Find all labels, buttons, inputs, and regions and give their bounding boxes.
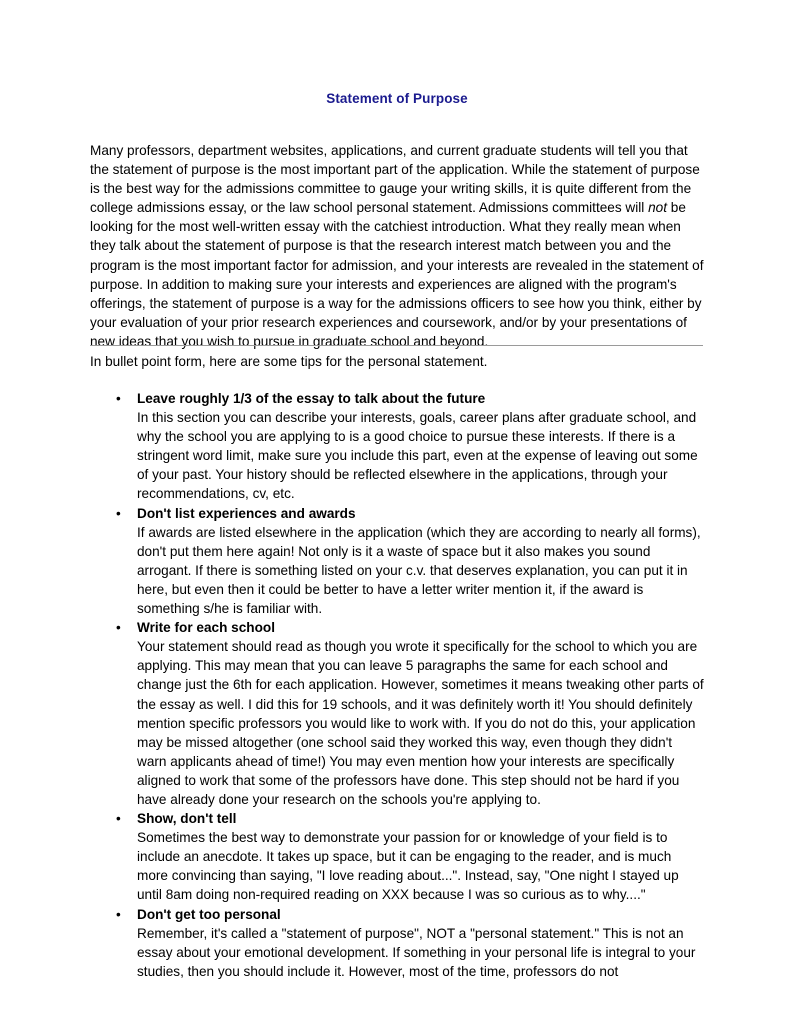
list-item: [90, 389, 704, 504]
list-item-body: If awards are listed elsewhere in the application (which they are according to nearly all forms), don't put them here again! Not only is it a waste of space but it also makes you sound arrogant. If there is something listed on your c.v. that deserves explanation, you can put it in here, but even then it could be better to have a letter writer mention it, if the award is something s/he is familiar with.: [137, 524, 701, 617]
list-item: [90, 809, 704, 904]
intro-paragraph: [90, 141, 704, 351]
page-title: Statement of Purpose: [326, 91, 468, 106]
list-item-body: Sometimes the best way to demonstrate your passion for or knowledge of your field is to include an anecdote. It takes up space, but it can be engaging to the reader, and is much more convincing than saying, "I love reading about...". Instead, say, "One night I stayed up until 8am doing non-required reading on XXX because I was so curious as to why....": [137, 830, 679, 903]
list-item-body: In this section you can describe your interests, goals, career plans after graduate school, and why the school you are applying to is a good choice to pursue these interests. If there is a stringent word limit, make sure you include this part, even at the expense of leaving out some of your past. Your history should be reflected elsewhere in the applications, through your recommendations, cv, etc.: [137, 410, 698, 502]
bullet-point-icon: •: [116, 906, 121, 922]
list-item-heading: Don't get too personal: [137, 906, 281, 922]
list-item: [90, 504, 704, 619]
list-item: [90, 905, 704, 981]
list-item-heading: Don't list experiences and awards: [137, 505, 356, 521]
section-divider: [90, 345, 703, 346]
list-item: [90, 618, 704, 809]
intro-paragraph-emphasis: not: [648, 200, 667, 216]
list-item-body: Remember, it's called a "statement of purpose", NOT a "personal statement." This is not an essay about your emotional development. If something in your personal life is integral to your studies, then you should include it. However, most of the time, professors do not: [137, 925, 696, 979]
list-item-heading: Leave roughly 1/3 of the essay to talk about the future: [137, 391, 486, 406]
list-item-heading: Show, don't tell: [137, 811, 237, 827]
tips-bullet-list: [90, 389, 704, 981]
intro-paragraph-part1: Many professors, department websites, applications, and current graduate students will tell you that the statement of purpose is the most important part of the application. While the statement of purpose is the best way for the admissions committee to gauge your writing skills, it is quite different from the college admissions essay, or the law school personal statement. Admissions committees will: [90, 143, 700, 216]
tips-lead-text: In bullet point form, here are some tips for the personal statement.: [90, 354, 488, 369]
bullet-point-icon: •: [116, 620, 121, 636]
bullet-point-icon: •: [116, 505, 121, 521]
list-item-body: Your statement should read as though you wrote it specifically for the school to which you are applying. This may mean that you can leave 5 paragraphs the same for each school and change just the 6th for each application. However, sometimes it means tweaking other parts of the essay as well. I did this for 19 schools, and it was definitely worth it! You should definitely mention specific professors you would like to work with. If you do not do this, your application may be missed altogether (one school said they worked this way, even though they didn't warn applicants ahead of time!) You may even mention how your interests are specifically aligned to work that some of the professors have done. This step should not be hard if you have already done your research on the schools you're applying to.: [137, 639, 704, 807]
bullet-point-icon: •: [116, 391, 121, 406]
list-item-heading: Write for each school: [137, 620, 275, 636]
bullet-point-icon: •: [116, 811, 121, 827]
intro-paragraph-part2: be looking for the most well-written essay with the catchiest introduction. What they really mean when they talk about the statement of purpose is that the research interest match between you and the program is the most important factor for admission, and your interests are revealed in the statement of purpose. In addition to making sure your interests and experiences are aligned with the program's offerings, the statement of purpose is a way for the admissions officers to see how you think, either by your evaluation of your prior research experiences and coursework, and/or by your presentations of new ideas that you wish to pursue in graduate school and beyond.: [90, 200, 704, 349]
